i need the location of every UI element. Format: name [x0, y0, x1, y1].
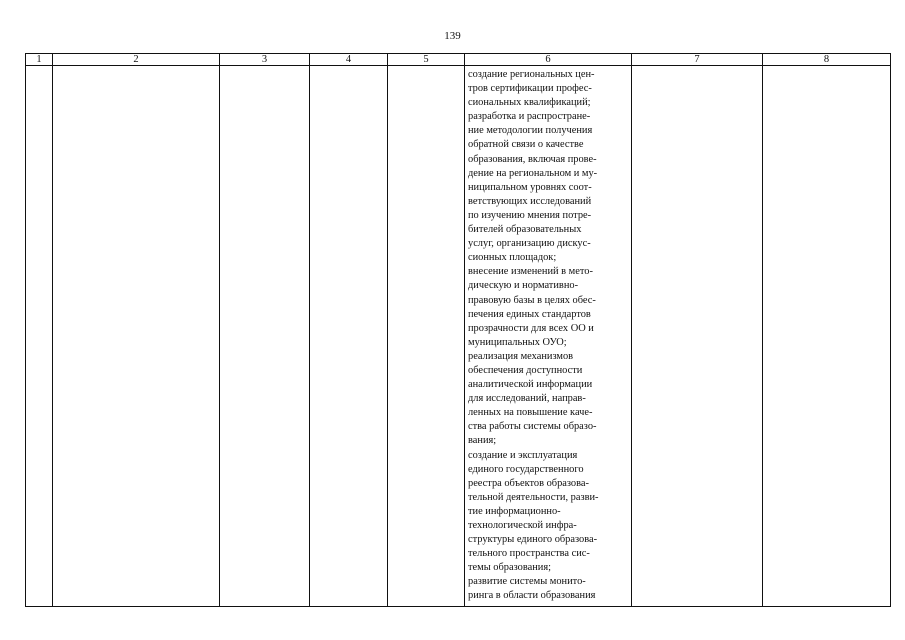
document-table	[25, 53, 891, 607]
text-line: обратной связи о качестве	[468, 139, 584, 151]
text-line: ленных на повышение каче-	[468, 407, 593, 419]
cell-col-5	[388, 66, 465, 607]
text-line: развитие системы монито-	[468, 576, 586, 588]
column-header-2: 2	[53, 54, 220, 66]
cell-col-7	[632, 66, 763, 607]
text-line: ние методологии получения	[468, 125, 593, 137]
text-line: темы образования;	[468, 562, 552, 574]
text-line: создание и эксплуатация	[468, 449, 578, 461]
text-line: реализация механизмов	[468, 350, 574, 362]
text-line: муниципальных ОУО;	[468, 336, 567, 348]
text-line: правовую базы в целях обес-	[468, 294, 596, 306]
text-line: тельной деятельности, разви-	[468, 491, 599, 503]
text-line: для исследований, направ-	[468, 393, 586, 405]
cell-col-6	[465, 66, 632, 607]
text-line: дение на региональном и му-	[468, 167, 598, 179]
text-line: вания;	[468, 435, 497, 447]
column-header-3: 3	[220, 54, 310, 66]
text-line: по изучению мнения потре-	[468, 209, 592, 221]
text-line: дическую и нормативно-	[468, 280, 579, 292]
text-line: единого государственного	[468, 463, 584, 475]
column-header-6: 6	[465, 54, 632, 66]
header-row	[26, 54, 891, 66]
text-line: бителей образовательных	[468, 224, 582, 236]
text-line: ветствующих исследований	[468, 195, 592, 207]
text-line: технологической инфра-	[468, 520, 577, 531]
table-row	[26, 66, 891, 607]
cell-col-8	[763, 66, 891, 607]
column-header-1: 1	[26, 54, 53, 66]
column-header-5: 5	[388, 54, 465, 66]
text-line: обеспечения доступности	[468, 364, 583, 376]
text-line: тельного пространства сис-	[468, 548, 590, 560]
text-line: реестра объектов образова-	[468, 477, 589, 489]
cell-col-4	[310, 66, 388, 607]
text-line: ства работы системы образо-	[468, 421, 597, 433]
text-line: прозрачности для всех ОО и	[468, 322, 594, 334]
page-number: 139	[444, 30, 461, 42]
column-header-8: 8	[763, 54, 891, 66]
text-line: создание региональных цен-	[468, 69, 595, 80]
text-line: тие информационно-	[468, 505, 561, 517]
text-line: сионных площадок;	[468, 252, 557, 264]
text-line: тров сертификации профес-	[468, 83, 592, 95]
text-line: ниципальном уровнях соот-	[468, 181, 592, 193]
column-header-4: 4	[310, 54, 388, 66]
column-header-7: 7	[632, 54, 763, 66]
text-line: ринга в области образования	[468, 590, 596, 602]
cell-col-1	[26, 66, 53, 607]
text-line: внесение изменений в мето-	[468, 266, 593, 278]
text-line: аналитической информации	[468, 379, 593, 391]
cell-col-3	[220, 66, 310, 607]
text-line: структуры единого образова-	[468, 534, 598, 546]
text-line: сиональных квалификаций;	[468, 97, 591, 109]
text-line: образования, включая прове-	[468, 153, 597, 165]
text-line: разработка и распростране-	[468, 111, 591, 123]
text-line: услуг, организацию дискус-	[468, 238, 591, 250]
cell-col-2	[53, 66, 220, 607]
text-line: печения единых стандартов	[468, 308, 591, 320]
